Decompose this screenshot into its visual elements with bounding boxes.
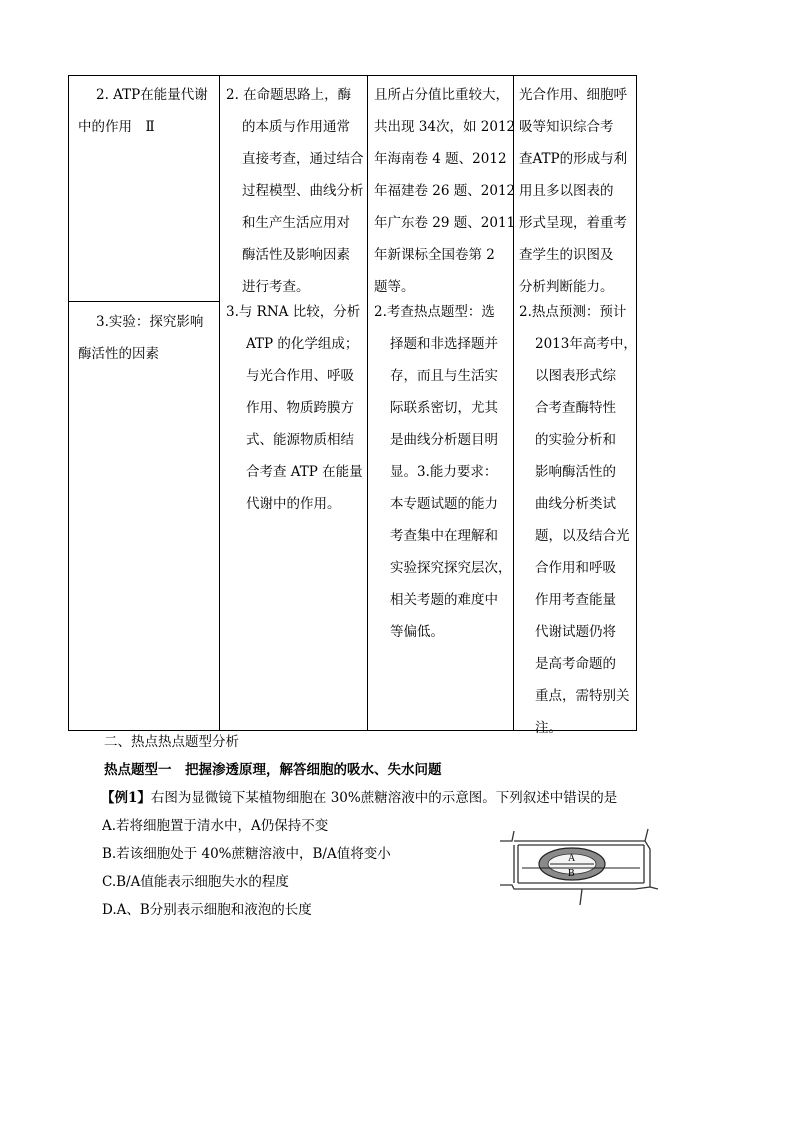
option-d: D.A、B分别表示细胞和液泡的长度 bbox=[102, 902, 312, 918]
example-question-text: 右图为显微镜下某植物细胞在 30%蔗糖溶液中的示意图。下列叙述中错误的是 bbox=[150, 790, 618, 806]
section-heading: 二、热点热点题型分析 bbox=[104, 734, 239, 750]
option-a: A.若将细胞置于清水中，A仍保持不变 bbox=[102, 818, 329, 834]
cell-analysis-1: 2. 在命题思路上，酶 的本质与作用通常 直接考查，通过结合 过程模型、曲线分析 和生产生活应用对 酶活性及影响因素 进行考查。 bbox=[226, 87, 364, 295]
topic-heading: 热点题型一 把握渗透原理，解答细胞的吸水、失水问题 bbox=[104, 762, 442, 778]
cell-topic-experiment: 3.实验：探究影响 酶活性的因素 bbox=[78, 314, 204, 362]
cell-topic-atp: 2. ATP在能量代谢 中的作用 Ⅱ bbox=[78, 87, 208, 135]
table-row-divider bbox=[68, 301, 220, 302]
table-border-top bbox=[68, 75, 637, 76]
cell-question-types: 2.考查热点题型：选 择题和非选择题并 存，而且与生活实 际联系密切，尤其 是曲线分析题目明 显。3.能力要求： 本专题试题的能力 考查集中在理解和 实验探究探究层次， 相关考题的难度中 等偏低。 bbox=[374, 304, 512, 640]
info-table bbox=[68, 75, 637, 736]
option-c: C.B/A值能表示细胞失水的程度 bbox=[102, 874, 289, 890]
option-b: B.若该细胞处于 40%蔗糖溶液中，B/A值将变小 bbox=[102, 846, 391, 862]
cell-frequency: 且所占分值比重较大， 共出现 34次，如 2012 年海南卷 4 题、2012 年福建卷 26 题、2012 年广东卷 29 题、2011 年新课标全国卷第 2 题等。 bbox=[374, 87, 516, 295]
example-question bbox=[101, 784, 617, 812]
cell-analysis-2: 3.与 RNA 比较，分析 ATP 的化学组成； 与光合作用、呼吸 作用、物质跨膜方 式、能源物质相结 合考查 ATP 在能量 代谢中的作用。 bbox=[226, 304, 363, 512]
plant-cell-figure bbox=[500, 827, 658, 907]
table-border-left bbox=[68, 75, 69, 731]
table-divider-1 bbox=[219, 75, 220, 731]
figure-label-a: A bbox=[568, 853, 576, 864]
cell-exam-trend: 光合作用、细胞呼 吸等知识综合考 查ATP的形成与利 用且多以图表的 形式呈现，着重考 查学生的识图及 分析判断能力。 bbox=[519, 87, 628, 295]
example-label: 【例1】 bbox=[101, 790, 151, 806]
table-divider-2 bbox=[367, 75, 368, 731]
figure-label-b: B bbox=[568, 868, 575, 879]
cell-prediction: 2.热点预测：预计 2013年高考中， 以图表形式综 合考查酶特性 的实验分析和 影响酶活性的 曲线分析类试 题，以及结合光 合作用和呼吸 作用考查能量 代谢试题仍将 是高考命题的 重点，需特别关 注。 bbox=[519, 304, 637, 736]
